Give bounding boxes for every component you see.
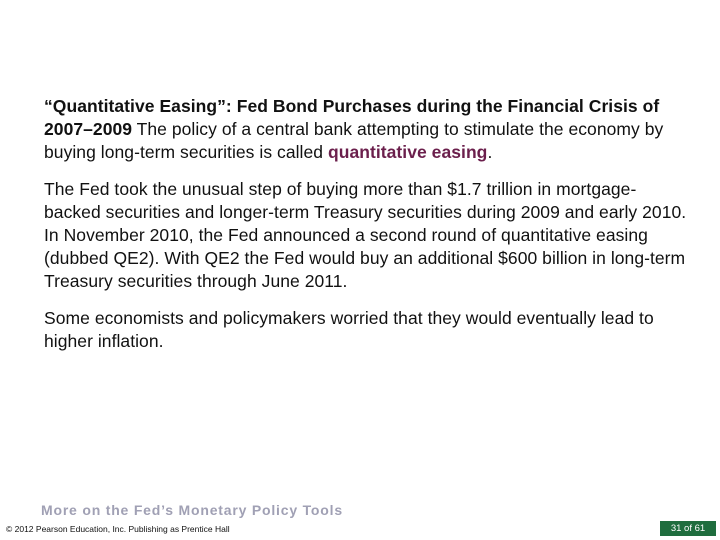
paragraph-inflation-concern: Some economists and policymakers worried that they would eventually lead to higher inflation.: [44, 308, 654, 351]
paragraph-text-end: .: [487, 142, 493, 162]
paragraph-quantitative-easing: [44, 95, 689, 164]
paragraph-text: The policy of a central bank attempting to stimulate the economy by buying long-term securities is called: [44, 119, 664, 162]
slide-content: [44, 95, 689, 367]
paragraph-fed-purchases: The Fed took the unusual step of buying more than $1.7 trillion in mortgage-backed securities and longer-term Treasury securities during 2009 and early 2010. In November 2010, the Fed announced a second round of quantitative easing (dubbed QE2). With QE2 the Fed would buy an additional $600 billion in long-term Treasury securities through June 2011.: [44, 179, 687, 291]
page-number-badge: 31 of 61: [660, 521, 716, 536]
copyright-notice: © 2012 Pearson Education, Inc. Publishing as Prentice Hall: [6, 524, 230, 534]
paragraph-heading: “Quantitative Easing”: Fed Bond Purchases during the Financial Crisis of 2007–2009: [44, 96, 660, 139]
key-term: quantitative easing: [327, 142, 488, 162]
section-title: More on the Fed’s Monetary Policy Tools: [41, 502, 343, 518]
